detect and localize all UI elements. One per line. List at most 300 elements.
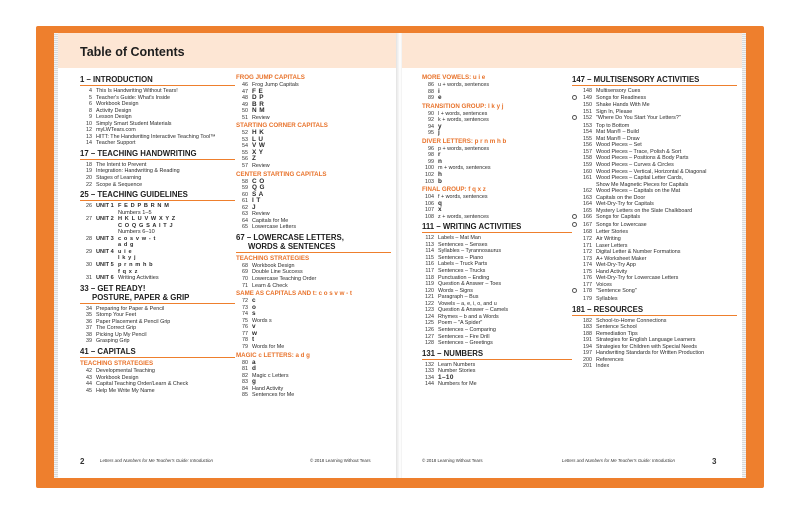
entry-detail: Writing Activities [118, 275, 159, 282]
entry-title: Songs for Capitals [596, 214, 641, 221]
entry-title: Lowercase Teaching Order [252, 276, 317, 283]
entry-title: Lesson Design [96, 114, 132, 121]
entry-title: Learn Numbers [438, 361, 476, 368]
toc-entry [422, 179, 572, 186]
entry-page-number: 201 [583, 363, 592, 370]
entry-page-number: 94 [428, 123, 434, 130]
entry-page-number: 168 [583, 229, 592, 236]
entry-title: f + words, sentences [438, 194, 488, 201]
section-heading: 1 – INTRODUCTION [80, 75, 235, 86]
toc-entry [80, 338, 235, 345]
entry-title: UNIT 3 [96, 235, 114, 242]
section-heading: 17 – TEACHING HANDWRITING [80, 149, 235, 160]
footer-guide-title: Letters and Numbers for Me Teacher's Guide: Introduction [100, 458, 213, 463]
entry-page-number: 88 [428, 88, 434, 95]
entry-title: m + words, sentences [438, 165, 491, 172]
entry-title: Shake Hands With Me [596, 102, 650, 109]
entry-page-number: 188 [583, 330, 592, 337]
entry-page-number: 57 [242, 163, 248, 170]
entry-title: Mystery Letters on the Slate Chalkboard [596, 207, 693, 214]
entry-title: Capitals for Me [252, 217, 289, 224]
entry-page-number: 134 [425, 374, 434, 381]
section-heading: 33 – GET READY! [80, 283, 146, 293]
entry-title: UNIT 6 [96, 275, 114, 282]
entry-title: Paragraph – Bus [438, 294, 479, 301]
entry-page-number: 148 [583, 88, 592, 94]
entry-title: b [438, 177, 443, 185]
entry-title: B R [252, 100, 265, 108]
entry-title: Simply Smart Student Materials [96, 120, 172, 127]
entry-title: Wet-Dry-Try App [596, 262, 636, 269]
entry-page-number: 73 [242, 304, 248, 311]
footer-copyright: © 2018 Learning Without Tears [310, 458, 371, 463]
entry-title: Capitals on the Door [596, 194, 646, 201]
entry-title: Picking Up My Pencil [96, 331, 147, 338]
entry-detail: c o s v w - t [118, 235, 156, 242]
entry-page-number: 80 [242, 359, 248, 366]
entry-title: UNIT 1 [96, 203, 114, 210]
section-heading: 181 – RESOURCES [572, 305, 737, 316]
entry-page-number: 28 [86, 235, 92, 242]
entry-title: Developmental Teaching [96, 367, 155, 374]
entry-title: Wood Pieces – Capital Letter Cards, [596, 175, 684, 182]
entry-title: Syllables [596, 295, 618, 302]
entry-page-number: 123 [425, 307, 434, 314]
entry-page-number: 4 [89, 88, 92, 94]
entry-page-number: 124 [425, 313, 434, 320]
entry-page-number: 197 [583, 350, 592, 357]
entry-page-number: 10 [86, 120, 92, 127]
entry-page-number: 52 [242, 130, 248, 137]
entry-title: Words s [252, 317, 272, 324]
entry-page-number: 165 [583, 207, 592, 214]
entry-title: Sentences – Piano [438, 254, 484, 261]
section-heading [236, 233, 391, 253]
cd-icon [572, 288, 580, 296]
entry-page-number: 13 [86, 133, 92, 140]
entry-page-number: 53 [242, 136, 248, 143]
section-heading: 25 – TEACHING GUIDELINES [80, 190, 235, 201]
entry-page-number: 182 [583, 317, 592, 324]
entry-title: N M [252, 107, 265, 115]
toc-entry [572, 288, 737, 296]
left-page [58, 33, 398, 478]
toc-entry [422, 381, 572, 388]
subsection-heading: DIVER LETTERS: p r n m h b [422, 137, 507, 145]
entry-page-number: 103 [425, 178, 434, 185]
entry-title: Labels – Truck Parts [438, 261, 488, 268]
entry-page-number: 179 [583, 295, 592, 302]
entry-page-number: 95 [428, 130, 434, 137]
entry-page-number: 125 [425, 320, 434, 327]
entry-detail: Numbers 1–5 [118, 209, 152, 216]
entry-page-number: 63 [242, 211, 248, 218]
entry-title: D P [252, 94, 264, 102]
entry-title: Integration: Handwriting & Reading [96, 168, 180, 175]
entry-title: UNIT 4 [96, 248, 114, 255]
entry-title: Sentence School [596, 324, 637, 331]
entry-title: Learn & Check [252, 282, 288, 289]
entry-title: myLWTears.com [96, 127, 136, 134]
cd-disc-shape [572, 222, 577, 227]
entry-page-number: 162 [583, 188, 592, 195]
entry-page-number: 92 [428, 117, 434, 124]
cd-icon [572, 222, 580, 230]
entry-title: u + words, sentences [438, 82, 490, 88]
entry-page-number: 90 [428, 110, 434, 117]
toc-entry [572, 363, 737, 370]
entry-title: Wood Pieces – Vertical, Horizontal & Diagonal [596, 168, 707, 175]
entry-page-number: 122 [425, 300, 434, 307]
entry-page-number: 81 [242, 366, 248, 373]
entry-title: This Is Handwriting Without Tears! [96, 88, 178, 94]
entry-page-number: 8 [89, 107, 92, 114]
entry-title: Sentences – Senses [438, 241, 488, 248]
entry-title: Capital Teaching Order/Learn & Check [96, 381, 189, 388]
cd-icon [572, 95, 580, 103]
entry-title: j [438, 129, 441, 137]
entry-title: r [438, 151, 441, 159]
entry-title: n [438, 157, 443, 165]
entry-page-number: 6 [89, 101, 92, 108]
entry-title: Q G [252, 184, 265, 192]
cd-icon [572, 115, 580, 123]
entry-page-number: 100 [425, 165, 434, 172]
entry-title: v [252, 323, 256, 331]
entry-page-number: 89 [428, 95, 434, 102]
entry-page-number: 34 [86, 305, 92, 312]
entry-title: L U [252, 135, 264, 143]
entry-title: C O [252, 177, 265, 185]
entry-page-number: 75 [242, 317, 248, 324]
entry-title: Vowels – a, e, i, o, and u [438, 300, 497, 307]
entry-page-number: 77 [242, 330, 248, 337]
entry-title: Show Me Magnetic Pieces for Capitals [596, 181, 689, 188]
entry-page-number: 112 [425, 235, 434, 242]
section-heading: 131 – NUMBERS [422, 349, 572, 360]
page-number: 3 [712, 457, 717, 466]
entry-title: Words – Signs [438, 287, 473, 294]
entry-page-number: 35 [86, 312, 92, 319]
entry-title: Laser Letters [596, 242, 628, 249]
toc-entry [80, 275, 235, 282]
section-heading-line: 67 – LOWERCASE LETTERS, [236, 232, 344, 242]
entry-title: Wood Pieces – Set [596, 142, 642, 149]
entry-title: Wet-Dry-Try for Lowercase Letters [596, 275, 679, 282]
toc-entry [80, 140, 235, 147]
toc-column-2 [236, 73, 391, 399]
entry-title: A+ Worksheet Maker [596, 255, 647, 262]
entry-detail: p r n m h b [118, 262, 154, 269]
cd-icon [572, 214, 580, 222]
entry-title: Strategies for English Language Learners [596, 337, 696, 344]
toc-entry [422, 95, 572, 102]
entry-page-number: 113 [425, 241, 434, 248]
entry-title: Number Stories [438, 368, 476, 375]
toc-entry [572, 115, 737, 123]
entry-title: a [252, 358, 256, 366]
entry-title: q [438, 199, 443, 207]
entry-title: s [252, 310, 256, 318]
entry-title: Digital Letter & Number Formations [596, 249, 681, 256]
entry-title: w [252, 329, 258, 337]
entry-page-number: 96 [428, 145, 434, 152]
page-title: Table of Contents [80, 45, 185, 59]
entry-title: Index [596, 363, 610, 370]
entry-title: Wet-Dry-Try for Capitals [596, 201, 654, 208]
toc-column-1 [80, 73, 235, 394]
cd-disc-shape [572, 288, 577, 293]
entry-title: Multisensory Cues [596, 88, 641, 94]
entry-page-number: 74 [242, 311, 248, 318]
entry-page-number: 176 [583, 275, 592, 282]
entry-page-number: 121 [425, 294, 434, 301]
entry-page-number: 69 [242, 269, 248, 276]
subsection-heading: MAGIC c LETTERS: a d g [236, 351, 310, 359]
entry-title: Workbook Design [96, 101, 139, 108]
entry-title: p + words, sentences [438, 145, 490, 152]
toc-entry [572, 214, 737, 222]
subsection-heading: STARTING CORNER CAPITALS [236, 122, 328, 130]
entry-page-number: 174 [583, 262, 592, 269]
right-page-edge [742, 33, 746, 478]
entry-page-number: 72 [242, 298, 248, 305]
entry-detail: H K L U V W X Y Z [118, 216, 176, 223]
entry-title: Grasping Grip [96, 338, 130, 345]
entry-title: Lowercase Letters [252, 224, 297, 231]
subsection-heading: FROG JUMP CAPITALS [236, 74, 305, 81]
entry-title: Hand Activity [252, 385, 284, 392]
entry-page-number: 61 [242, 198, 248, 205]
entry-title: Review [252, 114, 270, 121]
entry-page-number: 43 [86, 374, 92, 381]
entry-page-number: 163 [583, 194, 592, 201]
entry-page-number: 132 [425, 361, 434, 368]
entry-title: Magic c Letters [252, 372, 289, 379]
title-banner-right [402, 33, 742, 68]
toc-entry [572, 222, 737, 230]
entry-page-number: 30 [86, 262, 92, 269]
subsection-heading: TEACHING STRATEGIES [236, 254, 310, 262]
entry-title: Help Me Write My Name [96, 387, 155, 394]
entry-page-number: 59 [242, 185, 248, 192]
entry-detail: a d g [118, 242, 135, 249]
page-number: 2 [80, 457, 85, 466]
right-footer [402, 448, 742, 478]
entry-title: Syllables – Tyrannosaurus [438, 248, 502, 255]
entry-title: Workbook Design [96, 374, 139, 381]
cd-slot [572, 363, 580, 370]
entry-page-number: 58 [242, 178, 248, 185]
entry-page-number: 119 [425, 281, 434, 288]
toc-entry [572, 95, 737, 103]
entry-page-number: 120 [425, 287, 434, 294]
entry-page-number: 172 [583, 249, 592, 256]
entry-title: School-to-Home Connections [596, 317, 667, 324]
entry-title: HITT: The Handwriting Interactive Teaching Tool™ [96, 133, 216, 140]
cd-disc-shape [572, 115, 577, 120]
entry-page-number: 50 [242, 108, 248, 115]
entry-page-number: 42 [86, 367, 92, 374]
entry-page-number: 154 [583, 129, 592, 136]
entry-page-number: 160 [583, 168, 592, 175]
entry-page-number: 39 [86, 338, 92, 345]
entry-page-number: 78 [242, 337, 248, 344]
entry-page-number: 22 [86, 181, 92, 188]
entry-page-number: 26 [86, 203, 92, 210]
entry-page-number: 36 [86, 318, 92, 325]
entry-title: Numbers for Me [438, 381, 477, 388]
entry-page-number: 60 [242, 191, 248, 198]
entry-title: Question & Answer – Camels [438, 307, 509, 314]
entry-title: V W [252, 142, 266, 150]
entry-page-number: 107 [425, 207, 434, 214]
entry-page-number: 14 [86, 140, 92, 147]
entry-page-number: 194 [583, 343, 592, 350]
entry-title: Mat Man® – Draw [596, 135, 640, 142]
entry-page-number: 68 [242, 262, 248, 269]
entry-title: Workbook Design [252, 262, 295, 269]
toc-entry [236, 163, 391, 170]
entry-page-number: 177 [583, 281, 592, 288]
toc-entry [422, 130, 572, 137]
entry-title: t [252, 336, 255, 344]
section-heading: 111 – WRITING ACTIVITIES [422, 222, 572, 233]
subsection-heading: MORE VOWELS: u i e [422, 74, 486, 81]
entry-title: c [252, 297, 256, 305]
toc-entry [236, 224, 391, 231]
entry-title: Paper Placement & Pencil Grip [96, 318, 171, 325]
entry-title: Sign In, Please [596, 108, 633, 115]
entry-title: The Intent to Prevent [96, 161, 147, 168]
left-footer [58, 448, 398, 478]
entry-title: Sentences for Me [252, 392, 295, 399]
toc-entry [572, 296, 737, 303]
entry-title: Remediation Tips [596, 330, 638, 337]
entry-page-number: 116 [425, 261, 434, 268]
entry-page-number: 82 [242, 372, 248, 379]
entry-page-number: 126 [425, 326, 434, 333]
entry-title: Review [252, 163, 270, 170]
cd-disc-shape [572, 95, 577, 100]
entry-title: Wood Pieces – Positions & Body Parts [596, 155, 689, 162]
entry-detail: l k y j [118, 255, 137, 262]
entry-title: Top to Bottom [596, 122, 630, 129]
entry-page-number: 45 [86, 387, 92, 394]
entry-title: Wood Pieces – Curves & Circles [596, 162, 674, 169]
toc-entry [236, 344, 391, 351]
section-heading-line: WORDS & SENTENCES [248, 241, 336, 251]
entry-page-number: 99 [428, 158, 434, 165]
entry-title: Activity Design [96, 107, 132, 114]
entry-title: H K [252, 129, 265, 137]
entry-page-number: 159 [583, 162, 592, 169]
entry-title: I T [252, 197, 261, 205]
entry-title: Frog Jump Capitals [252, 82, 299, 88]
toc-column-3 [422, 73, 572, 388]
entry-page-number: 12 [86, 127, 92, 134]
entry-title: Scope & Sequence [96, 181, 143, 188]
entry-page-number: 158 [583, 155, 592, 162]
entry-title: Teacher Support [96, 140, 136, 147]
entry-page-number: 70 [242, 276, 248, 283]
entry-page-number: 149 [583, 94, 592, 101]
entry-page-number: 191 [583, 337, 592, 344]
entry-page-number: 37 [86, 325, 92, 332]
entry-title: Review [252, 211, 270, 218]
entry-title: h [438, 171, 443, 179]
entry-page-number: 31 [86, 275, 92, 282]
entry-page-number: 55 [242, 149, 248, 156]
entry-page-number: 128 [425, 340, 434, 347]
entry-page-number: 48 [242, 95, 248, 102]
entry-page-number: 127 [425, 333, 434, 340]
entry-title: UNIT 2 [96, 216, 114, 223]
toc-entry [236, 115, 391, 122]
entry-detail: f q x z [118, 268, 139, 275]
toc-entry [80, 182, 235, 189]
entry-page-number: 161 [583, 175, 592, 182]
entry-title: Z [252, 155, 257, 163]
entry-page-number: 104 [425, 194, 434, 201]
entry-title: Question & Answer – Toes [438, 281, 502, 288]
entry-title: Poem – "A Spider" [438, 320, 483, 327]
entry-page-number: 47 [242, 88, 248, 95]
entry-detail: C O Q G S A I T J [118, 222, 174, 229]
entry-page-number: 46 [242, 82, 248, 88]
entry-page-number: 79 [242, 343, 248, 350]
toc-entry [236, 283, 391, 290]
entry-page-number: 183 [583, 324, 592, 331]
entry-page-number: 102 [425, 172, 434, 179]
entry-detail: u i e [118, 248, 133, 255]
entry-page-number: 5 [89, 94, 92, 101]
entry-title: Mat Man® – Build [596, 129, 639, 136]
entry-page-number: 115 [425, 254, 434, 261]
subsection-heading: TRANSITION GROUP: l k y j [422, 102, 504, 110]
entry-page-number: 71 [242, 282, 248, 289]
entry-page-number: 29 [86, 248, 92, 255]
entry-page-number: 19 [86, 168, 92, 175]
entry-title: x [438, 206, 442, 214]
section-heading: POSTURE, PAPER & GRIP [80, 293, 235, 304]
entry-page-number: 54 [242, 143, 248, 150]
entry-title: J [252, 203, 256, 211]
subsection-heading: CENTER STARTING CAPITALS [236, 170, 327, 178]
entry-title: Words for Me [252, 343, 285, 350]
toc-entry [422, 340, 572, 347]
toc-entry [236, 392, 391, 399]
entry-page-number: 173 [583, 255, 592, 262]
entry-title: e [438, 94, 442, 102]
section-heading: 147 – MULTISENSORY ACTIVITIES [572, 75, 737, 86]
entry-title: Stages of Learning [96, 175, 142, 182]
toc-column-4 [572, 73, 737, 370]
entry-page-number: 117 [425, 268, 434, 275]
entry-title: Strategies for Children with Special Needs [596, 343, 697, 350]
entry-page-number: 76 [242, 324, 248, 331]
entry-title: S A [252, 190, 264, 198]
entry-title: Double Line Success [252, 269, 303, 276]
entry-title: Songs for Lowercase [596, 221, 647, 228]
footer-copyright: © 2018 Learning Without Tears [422, 458, 483, 463]
entry-page-number: 164 [583, 201, 592, 208]
entry-page-number: 20 [86, 175, 92, 182]
subsection-heading: SAME AS CAPITALS AND t: c o s v w - t [236, 290, 352, 298]
entry-title: F E [252, 87, 264, 95]
entry-detail: Numbers 6–10 [118, 229, 155, 236]
entry-page-number: 144 [425, 381, 434, 388]
